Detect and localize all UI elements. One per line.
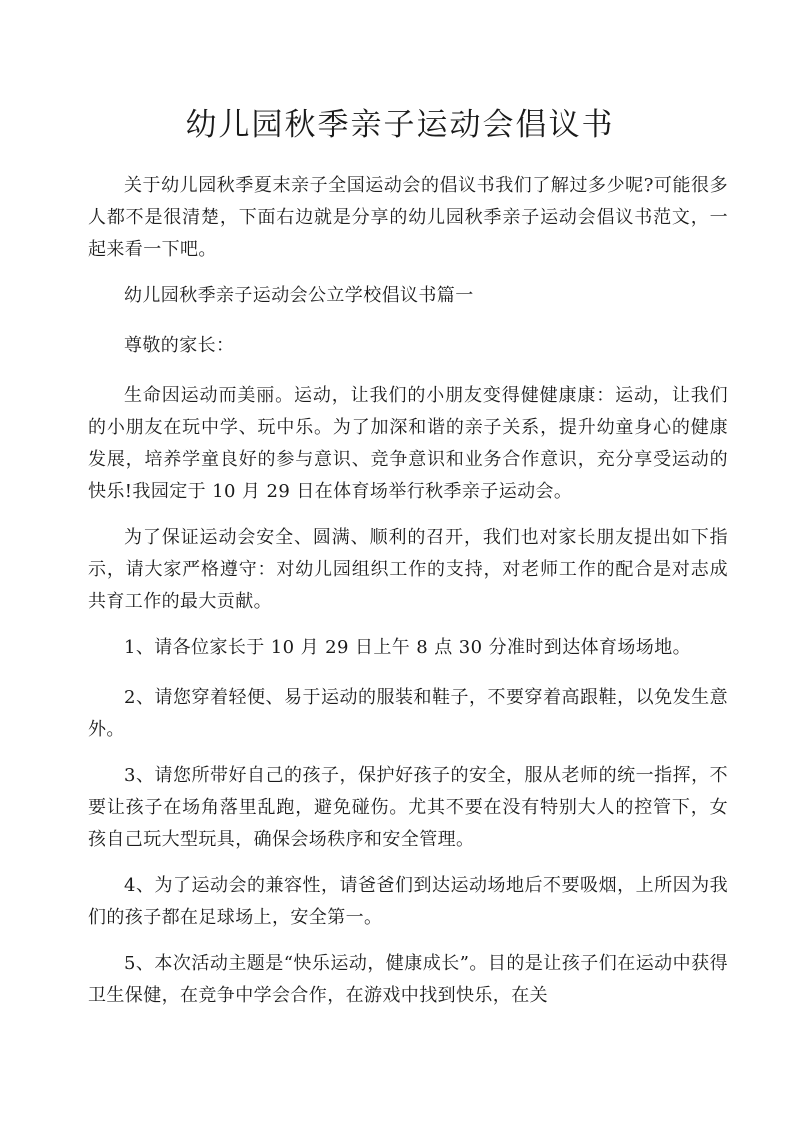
list-item-3: 3、请您所带好自己的孩子，保护好孩子的安全，服从老师的统一指挥，不要让孩子在场角落里乱跑，避免碰伤。尤其不要在没有特别大人的控管下，女孩自己玩大型玩具，确保会场秩序和安全管理。 (88, 765, 728, 850)
salutation: 尊敬的家长： (124, 335, 235, 356)
intro-paragraph: 关于幼儿园秋季夏末亲子全国运动会的倡议书我们了解过多少呢?可能很多人都不是很清楚，下面右边就是分享的幼儿园秋季亲子运动会倡议书范文，一起来看一下吧。 (88, 175, 728, 260)
list-item-1: 1、请各位家长于 10 月 29 日上午 8 点 30 分准时到达体育场场地。 (124, 637, 691, 658)
section-heading: 幼儿园秋季亲子运动会公立学校倡议书篇一 (124, 285, 474, 306)
body-paragraph: 为了保证运动会安全、圆满、顺利的召开，我们也对家长朋友提出如下指示，请大家严格遵守：对幼儿园组织工作的支持，对老师工作的配合是对志成共育工作的最大贡献。 (88, 527, 728, 612)
document-body (88, 170, 728, 1026)
list-item-4: 4、为了运动会的兼容性，请爸爸们到达运动场地后不要吸烟，上所因为我们的孩子都在足球场上，安全第一。 (88, 875, 728, 928)
list-item-5: 5、本次活动主题是“快乐运动，健康成长”。目的是让孩子们在运动中获得卫生保健，在竞争中学会合作，在游戏中找到快乐，在关 (88, 953, 728, 1006)
document-title: 幼儿园秋季亲子运动会倡议书 (185, 107, 615, 143)
body-paragraph: 生命因运动而美丽。运动，让我们的小朋友变得健健康康：运动，让我们的小朋友在玩中学、玩中乐。为了加深和谐的亲子关系，提升幼童身心的健康发展，培养学童良好的参与意识、竞争意识和业务合作意识，充分享受运动的快乐!我园定于 10 月 29 日在体育场举行秋季亲子运动会。 (88, 385, 728, 502)
list-item-2: 2、请您穿着轻便、易于运动的服装和鞋子，不要穿着高跟鞋，以免发生意外。 (88, 687, 728, 740)
